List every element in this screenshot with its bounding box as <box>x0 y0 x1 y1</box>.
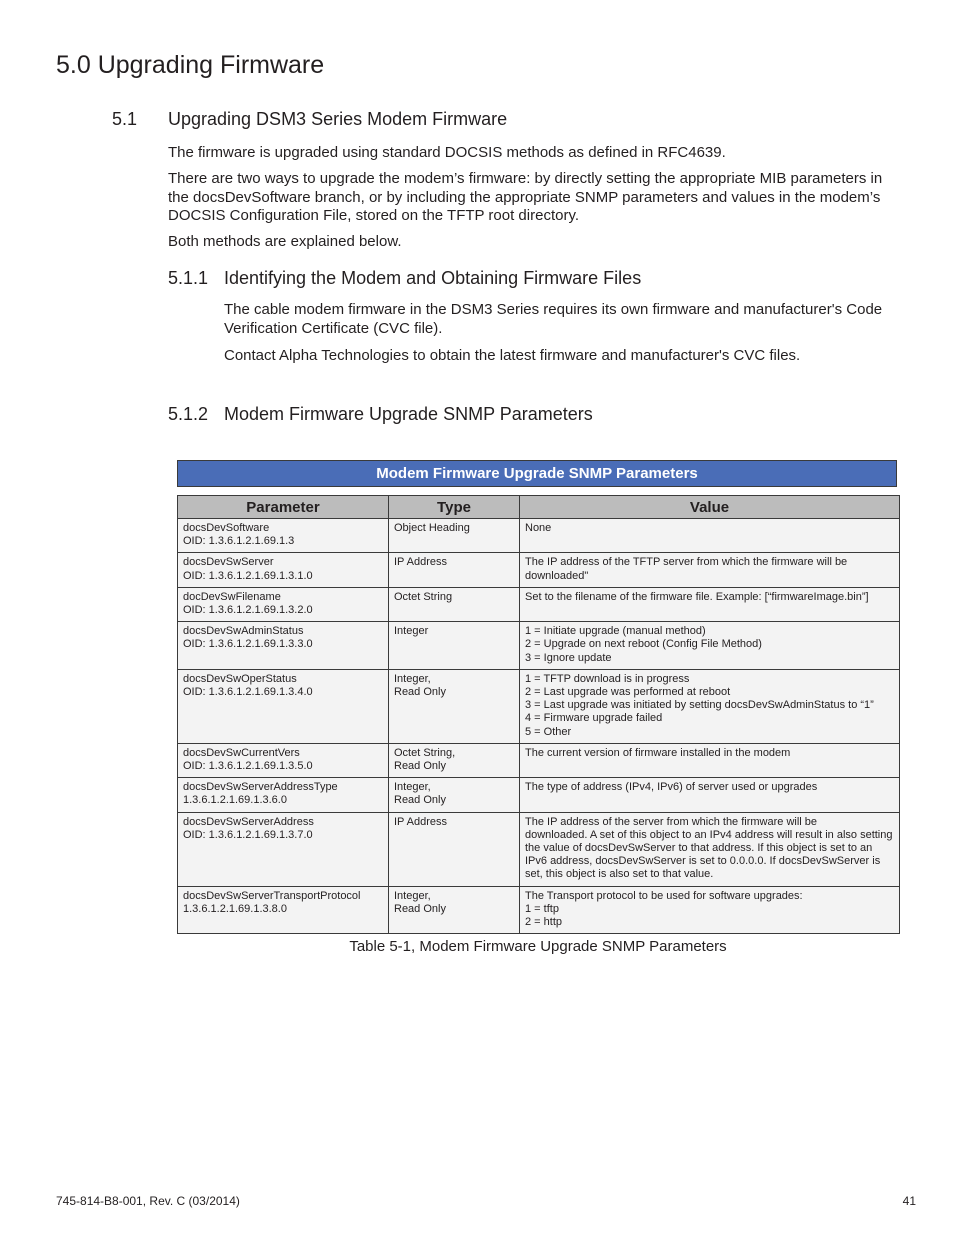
cell-parameter: docsDevSoftware OID: 1.3.6.1.2.1.69.1.3 <box>178 519 389 553</box>
section-5-1-title: Upgrading DSM3 Series Modem Firmware <box>168 109 508 129</box>
section-5-1-paragraph: There are two ways to upgrade the modem’s firmware: by directly setting the appropriate MIB parameters in the docsDevSoftware branch, or by including the appropriate SNMP parameters and values in the modem’s DOCSIS Configuration File, stored on the TFTP root directory. <box>168 170 883 224</box>
cell-type: IP Address <box>389 812 520 886</box>
cell-parameter: docsDevSwServerTransportProtocol 1.3.6.1.2.1.69.1.3.8.0 <box>178 886 389 934</box>
table-banner: Modem Firmware Upgrade SNMP Parameters <box>177 460 897 487</box>
section-5-1-paragraph: The firmware is upgraded using standard DOCSIS methods as defined in RFC4639. <box>168 144 726 161</box>
section-5-1-1-number: 5.1.1 <box>168 268 209 288</box>
page-title: 5.0 Upgrading Firmware <box>56 51 325 79</box>
section-5-1-2-title: Modem Firmware Upgrade SNMP Parameters <box>224 404 593 424</box>
cell-parameter: docDevSwFilename OID: 1.3.6.1.2.1.69.1.3.2.0 <box>178 587 389 621</box>
cell-type: Integer, Read Only <box>389 778 520 812</box>
cell-value: The IP address of the TFTP server from which the firmware will be downloaded" <box>520 553 900 587</box>
section-5-1-number: 5.1 <box>112 109 138 129</box>
cell-parameter: docsDevSwServer OID: 1.3.6.1.2.1.69.1.3.1.0 <box>178 553 389 587</box>
cell-type: Integer, Read Only <box>389 886 520 934</box>
cell-value: The type of address (IPv4, IPv6) of server used or upgrades <box>520 778 900 812</box>
table-row <box>178 587 900 621</box>
section-5-1-1-paragraph: Contact Alpha Technologies to obtain the latest firmware and manufacturer's CVC files. <box>224 347 801 364</box>
section-5-1-1-title: Identifying the Modem and Obtaining Firmware Files <box>224 268 642 288</box>
cell-parameter: docsDevSwServerAddressType 1.3.6.1.2.1.69.1.3.6.0 <box>178 778 389 812</box>
table-row <box>178 886 900 934</box>
footer-page-number: 41 <box>902 1194 916 1208</box>
column-header-value: Value <box>520 496 900 519</box>
cell-type: Object Heading <box>389 519 520 553</box>
cell-value: The Transport protocol to be used for software upgrades: 1 = tftp 2 = http <box>520 886 900 934</box>
cell-value: The current version of firmware installed in the modem <box>520 743 900 777</box>
cell-parameter: docsDevSwCurrentVers OID: 1.3.6.1.2.1.69.1.3.5.0 <box>178 743 389 777</box>
cell-value: The IP address of the server from which the firmware will be downloaded. A set of this object to an IPv4 address will result in also setting the value of docsDevSwServer to that address. If this object is set to an IPv6 address, docsDevSwServer is set to 0.0.0.0. If docsDevSwServer is set, this object is also set to that value. <box>520 812 900 886</box>
footer-doc-number: 745-814-B8-001, Rev. C (03/2014) <box>56 1194 240 1208</box>
cell-value: None <box>520 519 900 553</box>
table-row <box>178 553 900 587</box>
column-header-type: Type <box>389 496 520 519</box>
cell-parameter: docsDevSwServerAddress OID: 1.3.6.1.2.1.69.1.3.7.0 <box>178 812 389 886</box>
table-row <box>178 519 900 553</box>
cell-value: Set to the filename of the firmware file. Example: [“firmwareImage.bin”] <box>520 587 900 621</box>
table-row <box>178 778 900 812</box>
cell-value: 1 = TFTP download is in progress 2 = Last upgrade was performed at reboot 3 = Last upgrade was initiated by setting docsDevSwAdminStatus to “1” 4 = Firmware upgrade failed 5 = Other <box>520 669 900 743</box>
section-5-1-2-number: 5.1.2 <box>168 404 209 424</box>
cell-type: IP Address <box>389 553 520 587</box>
cell-parameter: docsDevSwOperStatus OID: 1.3.6.1.2.1.69.1.3.4.0 <box>178 669 389 743</box>
cell-parameter: docsDevSwAdminStatus OID: 1.3.6.1.2.1.69.1.3.3.0 <box>178 622 389 670</box>
section-5-1-paragraph: Both methods are explained below. <box>168 233 402 250</box>
cell-type: Octet String <box>389 587 520 621</box>
table-row <box>178 743 900 777</box>
section-5-1-1-paragraph: The cable modem firmware in the DSM3 Series requires its own firmware and manufacturer's Code Verification Certificate (CVC file). <box>224 301 883 337</box>
column-header-parameter: Parameter <box>178 496 389 519</box>
cell-value: 1 = Initiate upgrade (manual method) 2 = Upgrade on next reboot (Config File Method) 3 = Ignore update <box>520 622 900 670</box>
cell-type: Integer <box>389 622 520 670</box>
table-row <box>178 669 900 743</box>
snmp-parameters-table <box>177 495 900 934</box>
cell-type: Octet String, Read Only <box>389 743 520 777</box>
table-row <box>178 812 900 886</box>
table-caption: Table 5-1, Modem Firmware Upgrade SNMP Parameters <box>349 938 727 955</box>
table-row <box>178 622 900 670</box>
table-header-row <box>178 496 900 519</box>
cell-type: Integer, Read Only <box>389 669 520 743</box>
